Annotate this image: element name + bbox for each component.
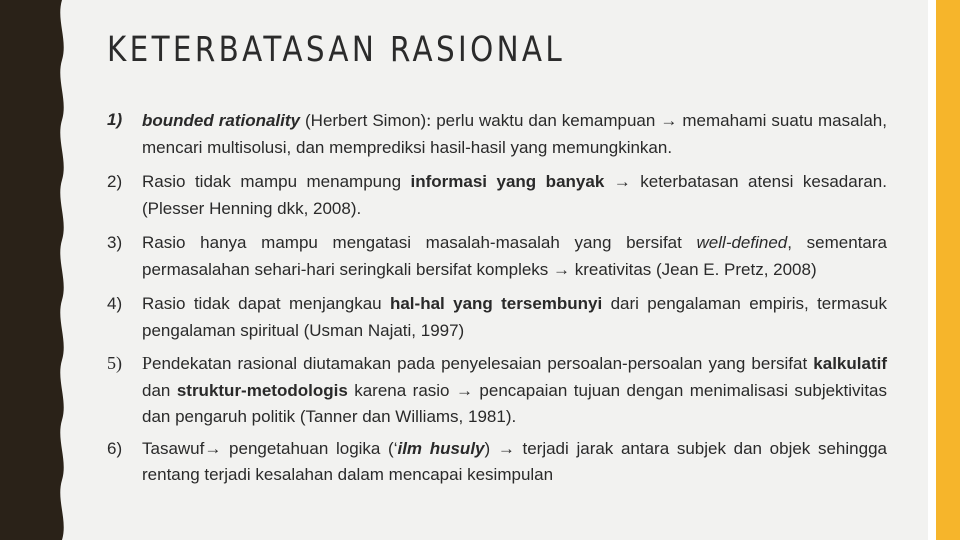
item-text: ) → terjadi jarak antara subjek dan objek sehingga rentang terjadi kesalahan dalam mencapai kesimpulan [142, 438, 887, 484]
slide-title: KETERBATASAN RASIONAL [107, 30, 566, 70]
emphasis-text: kalkulatif [813, 354, 887, 373]
item-number: 6) [107, 438, 123, 458]
item-number: 5) [107, 353, 122, 373]
item-text: Tasawuf→ pengetahuan logika (‘ [142, 438, 398, 458]
emphasis-text: informasi yang banyak [410, 172, 605, 191]
list-item-3 [107, 230, 887, 283]
list-item-1 [107, 107, 887, 161]
item-text: Rasio hanya mampu mengatasi masalah-masalah yang bersifat [142, 233, 697, 252]
right-accent-gap [928, 0, 936, 540]
arrow-icon: → [455, 380, 473, 400]
left-decorative-band [0, 0, 80, 540]
list-item-6 [107, 436, 887, 489]
item-text: memahami suatu masalah, mencari multisolusi, dan memprediksi hasil-hasil yang memungkinkan. [142, 111, 887, 157]
first-letter: P [142, 353, 153, 373]
term-bounded-rationality: bounded rationality [142, 111, 300, 130]
arrow-icon: → [660, 111, 678, 130]
list-item-2 [107, 169, 887, 222]
item-text: → keterbatasan atensi kesadaran. (Plesser Henning dkk, 2008). [142, 172, 887, 218]
item-text: endekatan rasional diutamakan pada penyelesaian persoalan-persoalan yang bersifat [152, 354, 814, 373]
emphasis-text: struktur-metodologis [176, 380, 348, 400]
right-accent-bar [936, 0, 960, 540]
item-text: dan [142, 380, 177, 400]
item-text: Rasio tidak dapat menjangkau [142, 294, 390, 313]
item-text: Rasio tidak mampu menampung [142, 172, 411, 191]
item-text: karena rasio [347, 380, 456, 400]
emphasis-text: hal-hal yang tersembunyi [389, 294, 603, 313]
colon: : [426, 110, 432, 130]
list-item-4 [107, 291, 887, 344]
item-number: 1) [107, 110, 123, 129]
list-item-5 [107, 350, 887, 431]
points-list [107, 107, 887, 489]
item-text: pencapaian tujuan dengan menimalisasi subjektivitas dan pengaruh politik (Tanner dan Williams, 1981). [142, 380, 888, 426]
item-number: 3) [107, 233, 123, 252]
item-number: 2) [107, 172, 123, 191]
italic-term: well-defined [696, 233, 788, 252]
item-number: 4) [107, 294, 123, 313]
italic-term: ilm husuly [397, 438, 485, 458]
author-citation: (Herbert Simon) [305, 111, 427, 130]
item-text: , sementara permasalahan sehari-hari seringkali bersifat kompleks → kreativitas (Jean E. Pretz, 2008) [142, 233, 887, 279]
item-text: dari pengalaman empiris, termasuk pengalaman spiritual (Usman Najati, 1997) [142, 294, 887, 340]
item-text: perlu waktu dan kemampuan [431, 111, 661, 130]
